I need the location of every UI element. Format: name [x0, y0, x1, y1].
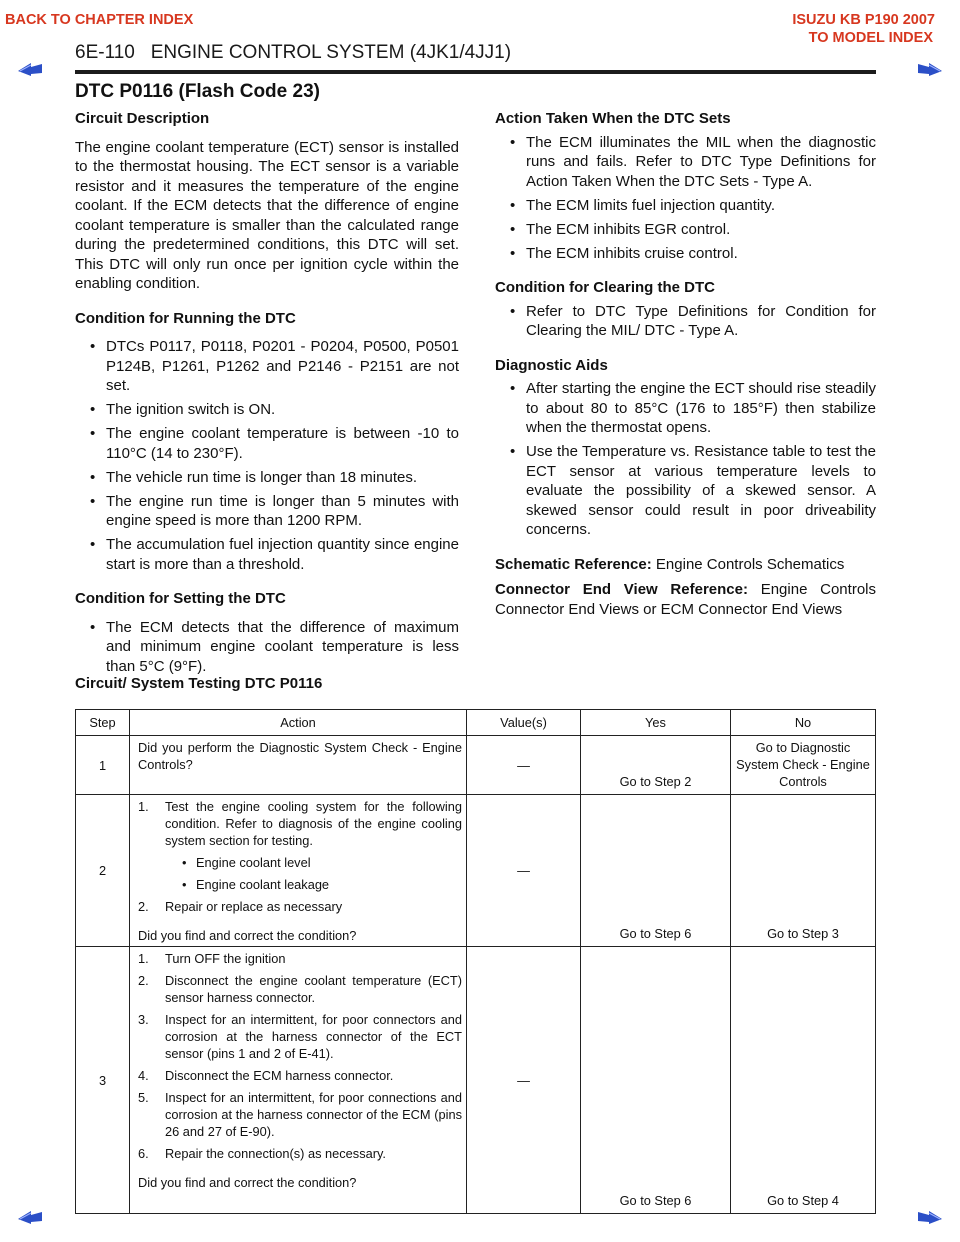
dtc-title: DTC P0116 (Flash Code 23): [75, 81, 320, 102]
yes-cell: Go to Step 6: [581, 947, 731, 1214]
list-item: • The engine coolant temperature is between -10 to 110°C (14 to 230°F).: [75, 424, 459, 463]
header-divider: [75, 70, 876, 74]
action-cell: [130, 795, 467, 947]
header-no: No: [731, 710, 876, 736]
schematic-reference: [495, 555, 876, 575]
list-item: 3. Inspect for an intermittent, for poor connectors and corrosion at the harness connector of the ECT sensor (pins 1 and 2 of E-41).: [138, 1012, 462, 1061]
header-action: Action: [130, 710, 467, 736]
diagnostic-aids-list: [495, 379, 876, 540]
list-item: • The accumulation fuel injection quantity since engine start is more than a threshold.: [75, 535, 459, 574]
circuit-description-heading: Circuit Description: [75, 110, 210, 127]
no-cell: Go to Step 4: [731, 947, 876, 1214]
list-item: • The ECM limits fuel injection quantity.: [495, 196, 876, 216]
clearing-conditions-list: [495, 302, 876, 341]
setting-conditions-heading: Condition for Setting the DTC: [75, 590, 286, 607]
connector-reference: [495, 580, 876, 619]
table-row: [76, 795, 876, 947]
value-cell: —: [467, 736, 581, 795]
list-item: 4. Disconnect the ECM harness connector.: [138, 1068, 394, 1083]
list-item: • Use the Temperature vs. Resistance table to test the ECT sensor at various temperature levels to evaluate the possibility of a skewed sensor. A skewed sensor could result in poor driveability concerns.: [495, 442, 876, 540]
list-item: • Engine coolant leakage: [165, 876, 462, 893]
diagnostic-table: [75, 709, 876, 1214]
header-values: Value(s): [467, 710, 581, 736]
value-cell: —: [467, 947, 581, 1214]
step-number: 2: [76, 795, 130, 947]
page-header: 6E-110 ENGINE CONTROL SYSTEM (4JK1/4JJ1): [75, 42, 512, 63]
list-item: • The ECM illuminates the MIL when the diagnostic runs and fails. Refer to DTC Type Definitions for Action Taken When the DTC Sets - Type A.: [495, 133, 876, 192]
previous-page-arrow-icon[interactable]: [17, 58, 43, 76]
action-steps: [138, 798, 462, 915]
to-model-index-link[interactable]: TO MODEL INDEX: [808, 30, 933, 46]
setting-conditions-list: [75, 618, 459, 677]
list-item: 1. Test the engine cooling system for the following condition. Refer to diagnosis of the engine cooling system section for testing. • Engine coolant level • Engine coolant leakage: [138, 798, 462, 893]
action-steps: [138, 950, 462, 1162]
running-conditions-heading: Condition for Running the DTC: [75, 309, 296, 327]
list-item: • After starting the engine the ECT should rise steadily to about 80 to 85°C (176 to 185°F) then stabilize when the thermostat opens.: [495, 379, 876, 438]
right-column: [495, 109, 876, 634]
previous-page-arrow-icon[interactable]: [17, 1206, 43, 1224]
step-number: 3: [76, 947, 130, 1214]
list-item: • The ECM inhibits cruise control.: [495, 244, 876, 264]
list-item: 2. Repair or replace as necessary: [138, 899, 343, 914]
table-row: [76, 947, 876, 1214]
no-cell: Go to Diagnostic System Check - Engine Controls: [731, 736, 876, 795]
list-item: • Engine coolant level: [165, 854, 462, 871]
next-page-arrow-icon[interactable]: [917, 1206, 943, 1224]
yes-cell: Go to Step 2: [581, 736, 731, 795]
header-step: Step: [76, 710, 130, 736]
question-text: Did you find and correct the condition?: [138, 1175, 357, 1190]
model-title: ISUZU KB P190 2007: [792, 12, 935, 28]
list-item: • DTCs P0117, P0118, P0201 - P0204, P0500, P0501 P124B, P1261, P1262 and P2146 - P2151 are not set.: [75, 337, 459, 396]
circuit-description-text: The engine coolant temperature (ECT) sensor is installed to the thermostat housing. The ECT sensor is a variable resistor and it measures the temperature of the engine coolant. If the ECM detects that the difference of engine coolant temperature is smaller than the calculated range during the predetermined conditions, this DTC will set. This DTC will only run once per ignition cycle within the enabling condition.: [75, 138, 459, 292]
header-yes: Yes: [581, 710, 731, 736]
list-item: • The engine run time is longer than 5 minutes with engine speed is more than 1200 RPM.: [75, 492, 459, 531]
list-item: • The ECM inhibits EGR control.: [495, 220, 876, 240]
sub-list: [165, 854, 462, 893]
list-item: 6. Repair the connection(s) as necessary.: [138, 1146, 386, 1161]
next-page-arrow-icon[interactable]: [917, 58, 943, 76]
list-item: 1. Turn OFF the ignition: [138, 951, 286, 966]
list-item: • The ignition switch is ON.: [75, 400, 459, 420]
diagnostic-aids-heading: Diagnostic Aids: [495, 356, 608, 374]
no-cell: Go to Step 3: [731, 795, 876, 947]
back-to-chapter-index-link[interactable]: BACK TO CHAPTER INDEX: [5, 12, 194, 28]
value-cell: —: [467, 795, 581, 947]
left-column: [75, 109, 459, 691]
list-item: • The ECM detects that the difference of maximum and minimum engine coolant temperature is less than 5°C (9°F).: [75, 618, 459, 677]
list-item: 5. Inspect for an intermittent, for poor connections and corrosion at the harness connector of the ECM (pins 26 and 27 of E-90).: [138, 1090, 462, 1139]
action-cell: [130, 947, 467, 1214]
list-item: • The vehicle run time is longer than 18 minutes.: [75, 468, 459, 488]
schematic-reference-value: Engine Controls Schematics: [651, 555, 845, 573]
clearing-conditions-heading: Condition for Clearing the DTC: [495, 279, 715, 296]
list-item: 2. Disconnect the engine coolant temperature (ECT) sensor harness connector.: [138, 973, 462, 1005]
running-conditions-list: [75, 337, 459, 574]
testing-section-title: Circuit/ System Testing DTC P0116: [75, 675, 323, 692]
list-item: • Refer to DTC Type Definitions for Condition for Clearing the MIL/ DTC - Type A.: [495, 302, 876, 341]
step-number: 1: [76, 736, 130, 795]
question-text: Did you find and correct the condition?: [138, 928, 357, 943]
schematic-reference-label: Schematic Reference:: [495, 555, 652, 573]
connector-reference-label: Connector End View Reference:: [495, 581, 748, 598]
action-taken-list: [495, 133, 876, 264]
action-cell: Did you perform the Diagnostic System Check - Engine Controls?: [130, 736, 467, 795]
action-taken-heading: Action Taken When the DTC Sets: [495, 110, 731, 127]
connector-reference-value: Engine Controls Connector End Views or ECM Connector End Views: [495, 581, 876, 618]
table-header-row: [76, 710, 876, 736]
table-row: [76, 736, 876, 795]
yes-cell: Go to Step 6: [581, 795, 731, 947]
